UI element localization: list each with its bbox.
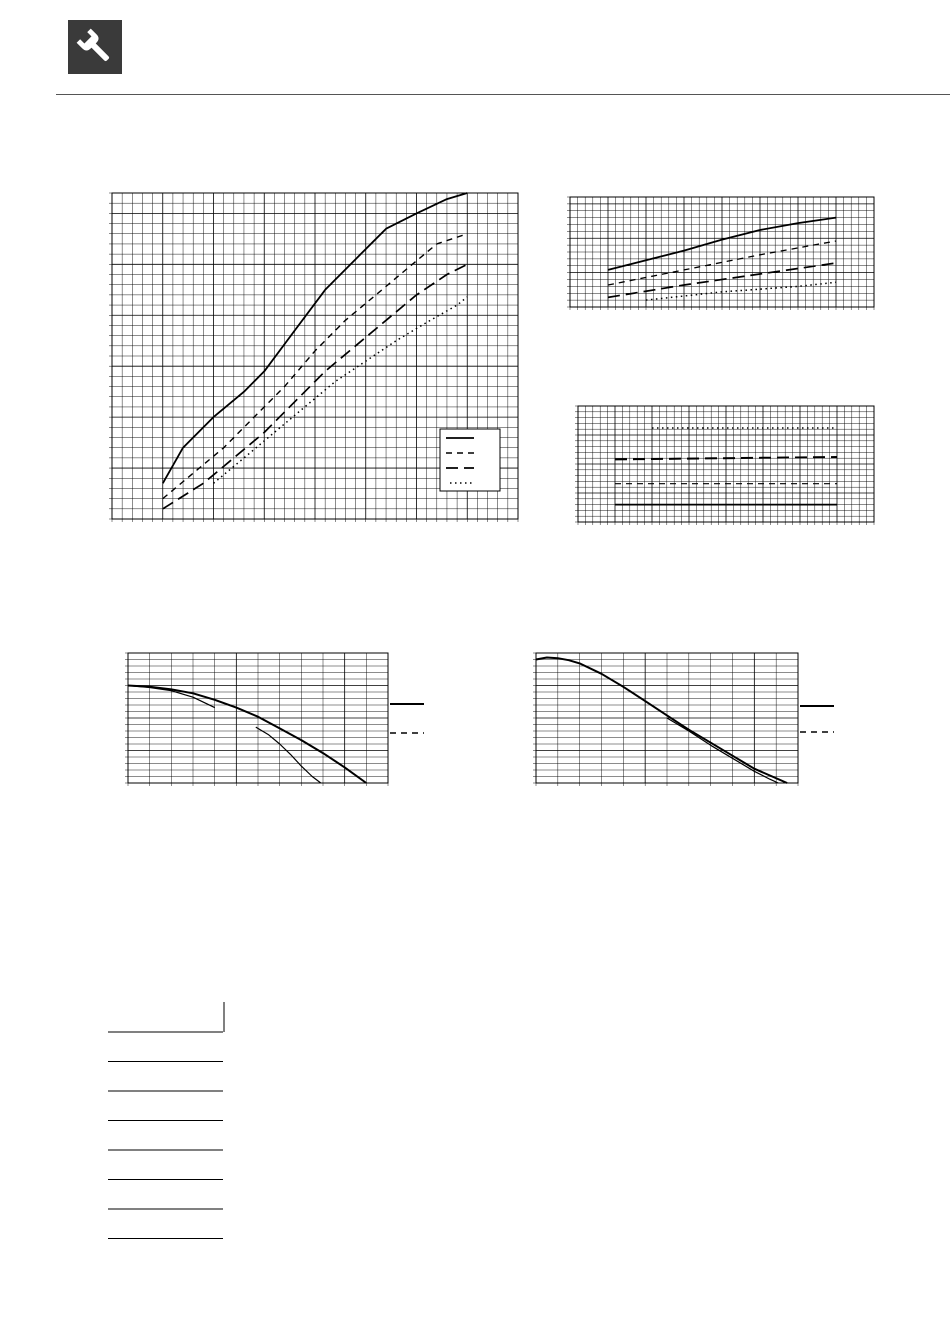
table-rules — [108, 1002, 238, 1242]
bottom-left-chart — [128, 653, 458, 787]
header-divider — [56, 94, 950, 95]
middle-right-chart — [578, 406, 878, 526]
wrench-icon — [75, 27, 115, 67]
main-chart-legend — [440, 429, 500, 491]
top-right-chart — [570, 197, 878, 311]
header-logo — [68, 20, 122, 74]
bottom-right-chart — [536, 653, 846, 787]
bottom-left-legend — [390, 704, 424, 733]
main-chart — [112, 193, 524, 523]
table-rows — [108, 1002, 224, 1239]
bottom-right-legend — [800, 706, 834, 732]
